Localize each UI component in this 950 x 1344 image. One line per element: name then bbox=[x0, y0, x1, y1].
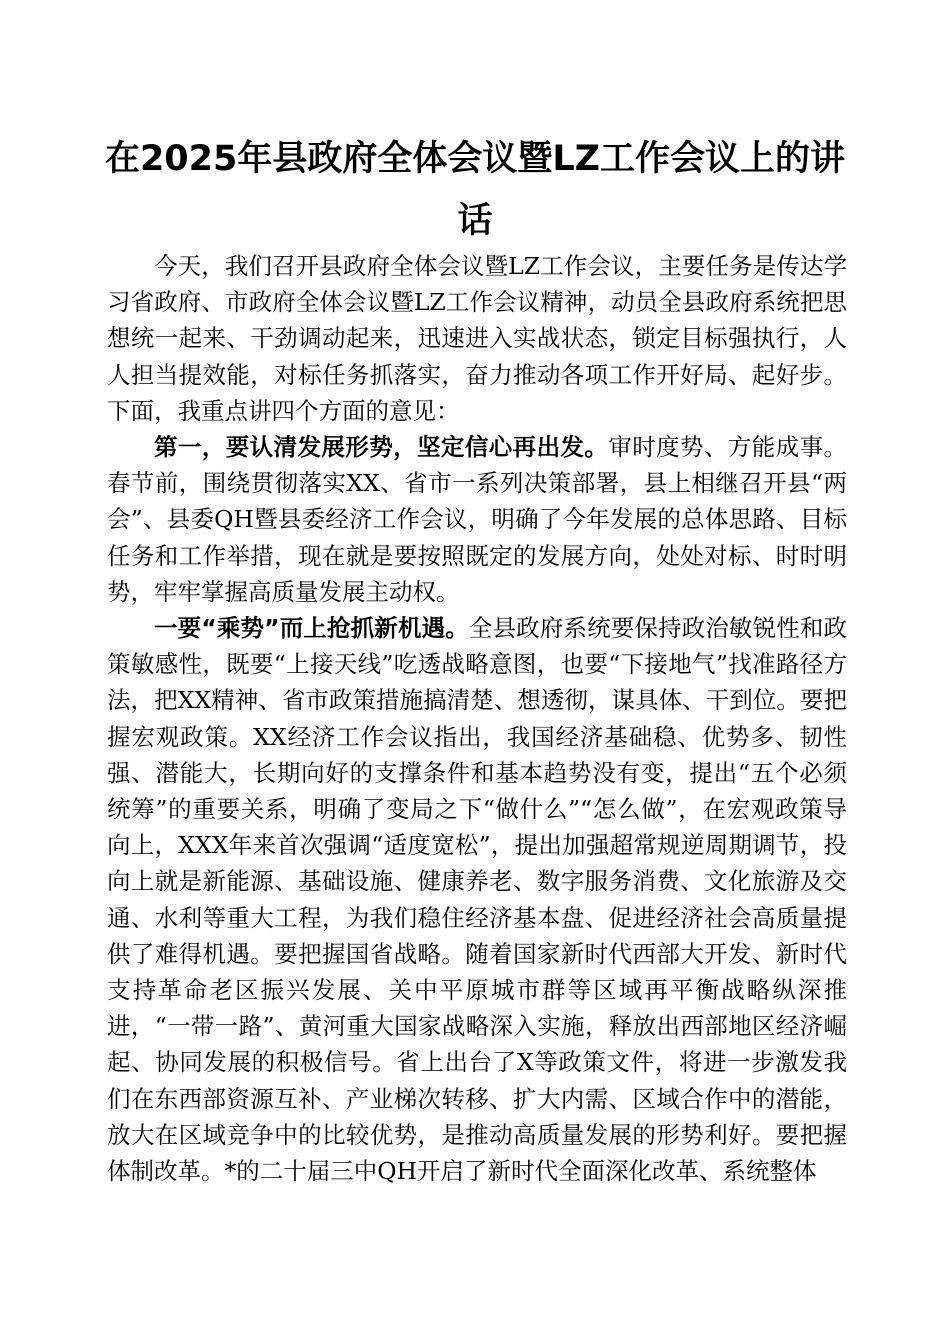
document-title: 在2025年县政府全体会议暨LZ工作会议上的讲话 bbox=[104, 139, 846, 241]
paragraph-lead: 一要“乘势”而上抢抓新机遇。 bbox=[154, 614, 469, 643]
paragraph-intro bbox=[107, 248, 847, 429]
paragraph-text: 全县政府系统要保持政治敏锐性和政策敏感性，既要“上接天线”吃透战略意图，也要“下接地气”找准路径方法，把XX精神、省市政策措施搞清楚、想透彻，谋具体、干到位。要把握宏观政策。XX经济工作会议指出，我国经济基础稳、优势多、韧性强、潜能大，长期向好的支撑条件和基本趋势没有变，提出“五个必须统筹”的重要关系，明确了变局之下“做什么”“怎么做”，在宏观政策导向上，XXX年来首次强调“适度宽松”，提出加强超常规逆周期调节，投向上就是新能源、基础设施、健康养老、数字服务消费、文化旅游及交通、水利等重大工程，为我们稳住经济基本盘、促进经济社会高质量提供了难得机遇。要把握国省战略。随着国家新时代西部大开发、新时代支持革命老区振兴发展、关中平原城市群等区域再平衡战略纵深推进，“一带一路”、黄河重大国家战略深入实施，释放出西部地区经济崛起、协同发展的积极信号。省上出台了X等政策文件，将进一步激发我们在东西部资源互补、产业梯次转移、扩大内需、区域合作中的潜能，放大在区域竞争中的比较优势，是推动高质量发展的形势利好。要把握体制改革。*的二十届三中QH开启了新时代全面深化改革、系统整体 bbox=[107, 614, 848, 1186]
paragraph-section-one bbox=[107, 429, 847, 610]
document-body bbox=[107, 248, 847, 1189]
paragraph-text: 审时度势、方能成事。春节前，围绕贯彻落实XX、省市一系列决策部署，县上相继召开县“两会”、县委QH暨县委经济工作会议，明确了今年发展的总体思路、目标任务和工作举措，现在就是要按照既定的发展方向，处处对标、时时明势，牢牢掌握高质量发展主动权。 bbox=[107, 433, 848, 606]
paragraph-point-one bbox=[107, 610, 847, 1189]
paragraph-text: 今天，我们召开县政府全体会议暨LZ工作会议，主要任务是传达学习省政府、市政府全体会议暨LZ工作会议精神，动员全县政府系统把思想统一起来、干劲调动起来，迅速进入实战状态，锁定目标强执行，人人担当提效能，对标任务抓落实，奋力推动各项工作开好局、起好步。下面，我重点讲四个方面的意见： bbox=[107, 252, 847, 425]
paragraph-lead: 第一，要认清发展形势，坚定信心再出发。 bbox=[154, 433, 609, 462]
